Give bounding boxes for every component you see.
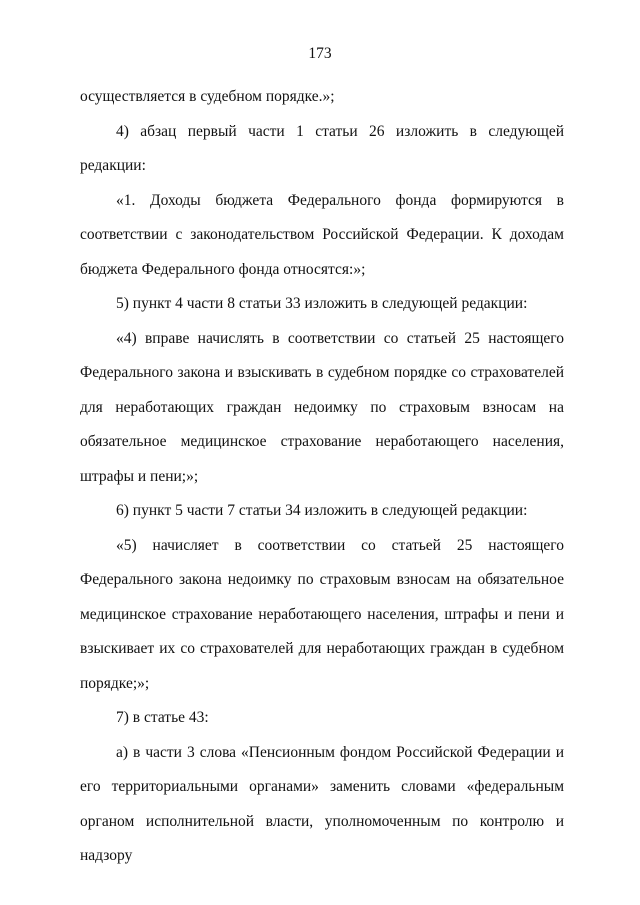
paragraph-quote-1: «1. Доходы бюджета Федерального фонда формируются в соответствии с законодательством Российской Федерации. К доходам бюджета Федерального фонда относятся:»; (80, 191, 564, 278)
paragraph-subitem-a: а) в части 3 слова «Пенсионным фондом Российской Федерации и его территориальными органами» заменить словами «федеральным органом исполнительной власти, уполномоченным по контролю и надзору (80, 743, 564, 864)
paragraph-quote-4: «4) вправе начислять в соответствии со статьей 25 настоящего Федерального закона и взыскивать в судебном порядке со страхователей для неработающих граждан недоимку по страховым взносам на обязательное медицинское страхование неработающего населения, штрафы и пени;»; (80, 329, 564, 485)
paragraph-item-5: 5) пункт 4 части 8 статьи 33 изложить в следующей редакции: (116, 295, 528, 312)
paragraph-continuation: осуществляется в судебном порядке.»; (80, 88, 335, 105)
document-body (80, 80, 564, 874)
paragraph-item-4: 4) абзац первый части 1 статьи 26 изложить в следующей редакции: (80, 122, 564, 174)
page-number: 173 (308, 45, 332, 62)
paragraph-item-7: 7) в статье 43: (116, 709, 209, 726)
paragraph-item-6: 6) пункт 5 части 7 статьи 34 изложить в следующей редакции: (116, 502, 528, 519)
paragraph-quote-5: «5) начисляет в соответствии со статьей 25 настоящего Федерального закона недоимку по страховым взносам на обязательное медицинское страхование неработающего населения, штрафы и пени и взыскивает их со страхователей для неработающих граждан в судебном порядке;»; (80, 536, 564, 692)
